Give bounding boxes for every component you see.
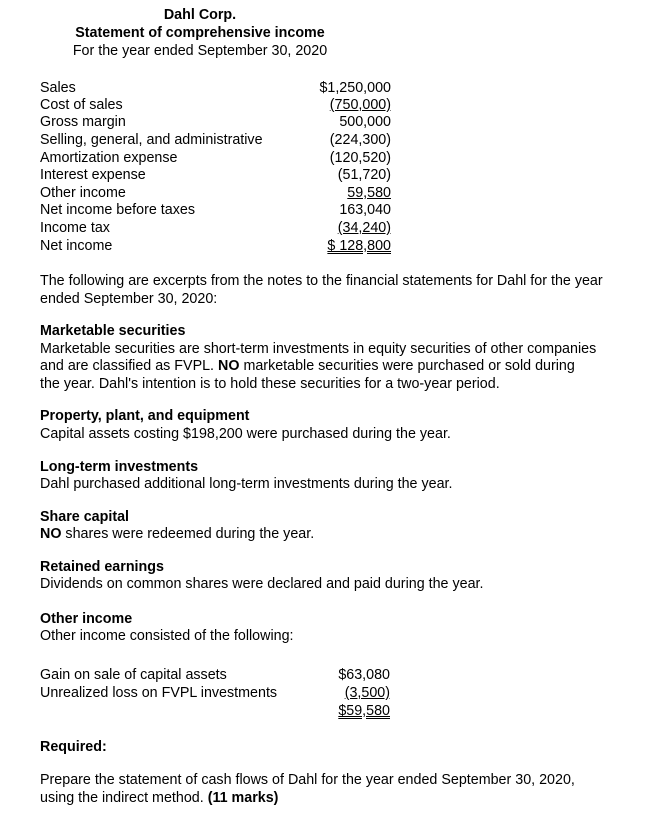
row-label: Net income before taxes xyxy=(40,202,195,218)
required-text: using the indirect method. (11 marks) xyxy=(40,790,279,806)
row-amount: 163,040 xyxy=(339,202,391,218)
row-amount: (120,520) xyxy=(329,150,391,166)
other-income-label: Unrealized loss on FVPL investments xyxy=(40,685,278,701)
row-label: Other income xyxy=(40,185,126,201)
statement-title: Statement of comprehensive income xyxy=(75,25,325,41)
note-text: the year. Dahl's intention is to hold these securities for a two-year period. xyxy=(40,376,500,392)
other-income-amount: (3,500) xyxy=(344,685,390,701)
row-label: Cost of sales xyxy=(40,97,123,113)
note-text: Capital assets costing $198,200 were purchased during the year. xyxy=(40,426,451,442)
note-text: Other income consisted of the following: xyxy=(40,628,294,644)
row-label: Net income xyxy=(40,238,113,254)
row-amount: (51,720) xyxy=(337,167,391,183)
note-text: NO shares were redeemed during the year. xyxy=(40,526,315,542)
other-income-total: $59,580 xyxy=(338,703,390,719)
other-income-label: Gain on sale of capital assets xyxy=(40,667,227,683)
row-amount: (34,240) xyxy=(337,220,391,236)
row-amount: 59,580 xyxy=(347,185,391,201)
note-heading: Marketable securities xyxy=(40,323,186,339)
row-label: Income tax xyxy=(40,220,110,236)
row-label: Interest expense xyxy=(40,167,146,183)
row-amount: $ 128,800 xyxy=(327,238,391,254)
note-heading: Share capital xyxy=(40,509,129,525)
row-label: Amortization expense xyxy=(40,150,178,166)
intro-text: The following are excerpts from the notes to the financial statements for Dahl for the year ended September 30, 2020: xyxy=(40,273,603,307)
note-heading: Other income xyxy=(40,611,133,627)
note-text: Marketable securities are short-term investments in equity securities of other companies xyxy=(40,341,597,357)
note-text: Dahl purchased additional long-term investments during the year. xyxy=(40,476,453,492)
row-label: Sales xyxy=(40,80,76,96)
required-text: Prepare the statement of cash flows of Dahl for the year ended September 30, 2020, xyxy=(40,772,575,788)
company-name: Dahl Corp. xyxy=(163,7,237,23)
other-income-amount: $63,080 xyxy=(338,667,390,683)
note-heading: Property, plant, and equipment xyxy=(40,408,250,424)
note-heading: Retained earnings xyxy=(40,559,164,575)
note-text: and are classified as FVPL. NO marketable securities were purchased or sold during xyxy=(40,358,575,374)
note-heading: Long-term investments xyxy=(40,459,199,475)
row-label: Selling, general, and administrative xyxy=(40,132,263,148)
row-amount: (224,300) xyxy=(329,132,391,148)
required-heading: Required: xyxy=(40,739,107,755)
row-amount: 500,000 xyxy=(339,114,391,130)
row-amount: (750,000) xyxy=(329,97,391,113)
row-label: Gross margin xyxy=(40,114,126,130)
note-text: Dividends on common shares were declared and paid during the year. xyxy=(40,576,484,592)
statement-period: For the year ended September 30, 2020 xyxy=(72,43,328,59)
row-amount: $1,250,000 xyxy=(319,80,391,96)
